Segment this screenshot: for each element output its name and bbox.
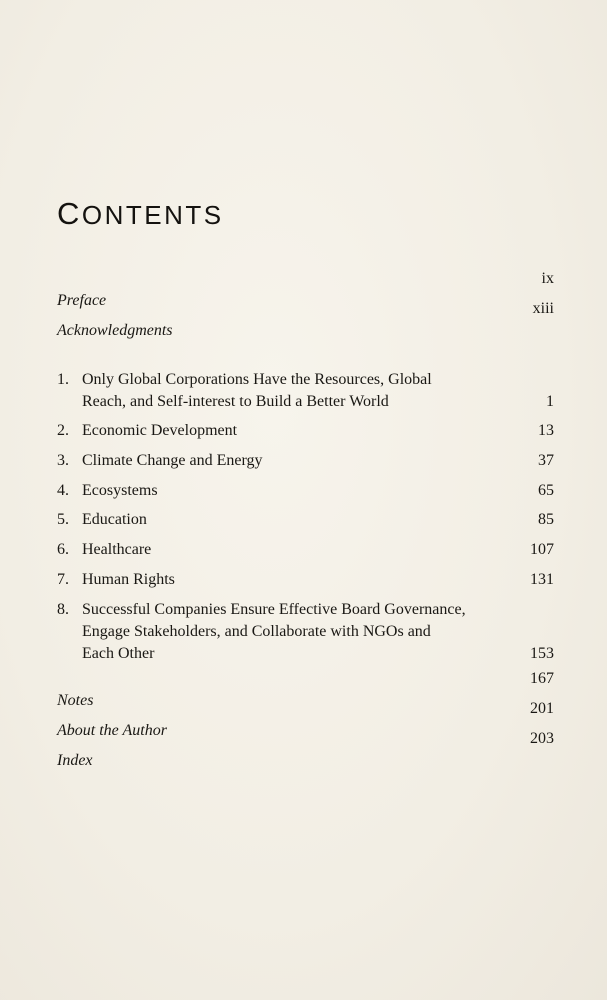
toc-entry-page: 1 (546, 393, 554, 410)
chapter-title-line: Each Other (82, 645, 155, 662)
toc-entry-page: 65 (538, 482, 554, 499)
chapter-number: 7. (57, 571, 69, 588)
toc-chapter-1[interactable] (57, 369, 554, 413)
chapter-title-line: Economic Development (82, 422, 238, 439)
chapter-title-line: Successful Companies Ensure Effective Board Governance, (82, 601, 466, 618)
toc-entry-page: 203 (530, 730, 554, 747)
toc-entry-label: About the Author (57, 722, 167, 739)
chapter-title-line: Reach, and Self-interest to Build a Better World (82, 393, 389, 410)
toc-chapter-5[interactable] (57, 509, 554, 531)
toc-entry-page: ix (541, 270, 554, 287)
toc-entry-page: 13 (538, 422, 554, 439)
chapter-title (82, 450, 502, 472)
toc-entry-label: Index (57, 752, 93, 769)
chapter-number: 4. (57, 482, 69, 499)
toc-entry-page: 37 (538, 452, 554, 469)
chapter-title (82, 569, 502, 591)
toc-entry-page: 85 (538, 511, 554, 528)
toc-chapter-7[interactable] (57, 569, 554, 591)
toc-entry-label: Notes (57, 692, 94, 709)
chapter-title-line: Education (82, 511, 147, 528)
chapter-title-line: Healthcare (82, 541, 152, 558)
toc-entry-page: 107 (530, 541, 554, 558)
chapter-title (82, 420, 502, 442)
toc-entry-label: Preface (57, 292, 107, 309)
chapter-title-line: Human Rights (82, 571, 175, 588)
page-title: CONTENTS (57, 196, 224, 231)
chapter-title (82, 509, 502, 531)
toc-entry-page: 167 (530, 670, 554, 687)
toc-entry-page: 201 (530, 700, 554, 717)
chapter-title-line: Climate Change and Energy (82, 452, 263, 469)
toc-entry-page: 131 (530, 571, 554, 588)
chapter-number: 8. (57, 601, 69, 618)
toc-entry-page: 153 (530, 645, 554, 662)
chapter-number: 2. (57, 422, 69, 439)
chapter-title (82, 599, 502, 665)
toc-entry-label: Acknowledgments (57, 322, 173, 339)
chapter-number: 6. (57, 541, 69, 558)
chapter-title-line: Engage Stakeholders, and Collaborate with NGOs and (82, 623, 431, 640)
toc-chapter-6[interactable] (57, 539, 554, 561)
chapter-number: 3. (57, 452, 69, 469)
toc-chapter-2[interactable] (57, 420, 554, 442)
chapter-title (82, 369, 502, 413)
toc-entry-page: xiii (532, 300, 554, 317)
toc-chapter-3[interactable] (57, 450, 554, 472)
chapter-title-line: Ecosystems (82, 482, 158, 499)
chapter-number: 1. (57, 371, 69, 388)
chapter-title (82, 480, 502, 502)
chapter-title (82, 539, 502, 561)
toc-chapter-4[interactable] (57, 480, 554, 502)
toc-chapter-8[interactable] (57, 599, 554, 665)
chapter-title-line: Only Global Corporations Have the Resources, Global (82, 371, 432, 388)
chapter-number: 5. (57, 511, 69, 528)
